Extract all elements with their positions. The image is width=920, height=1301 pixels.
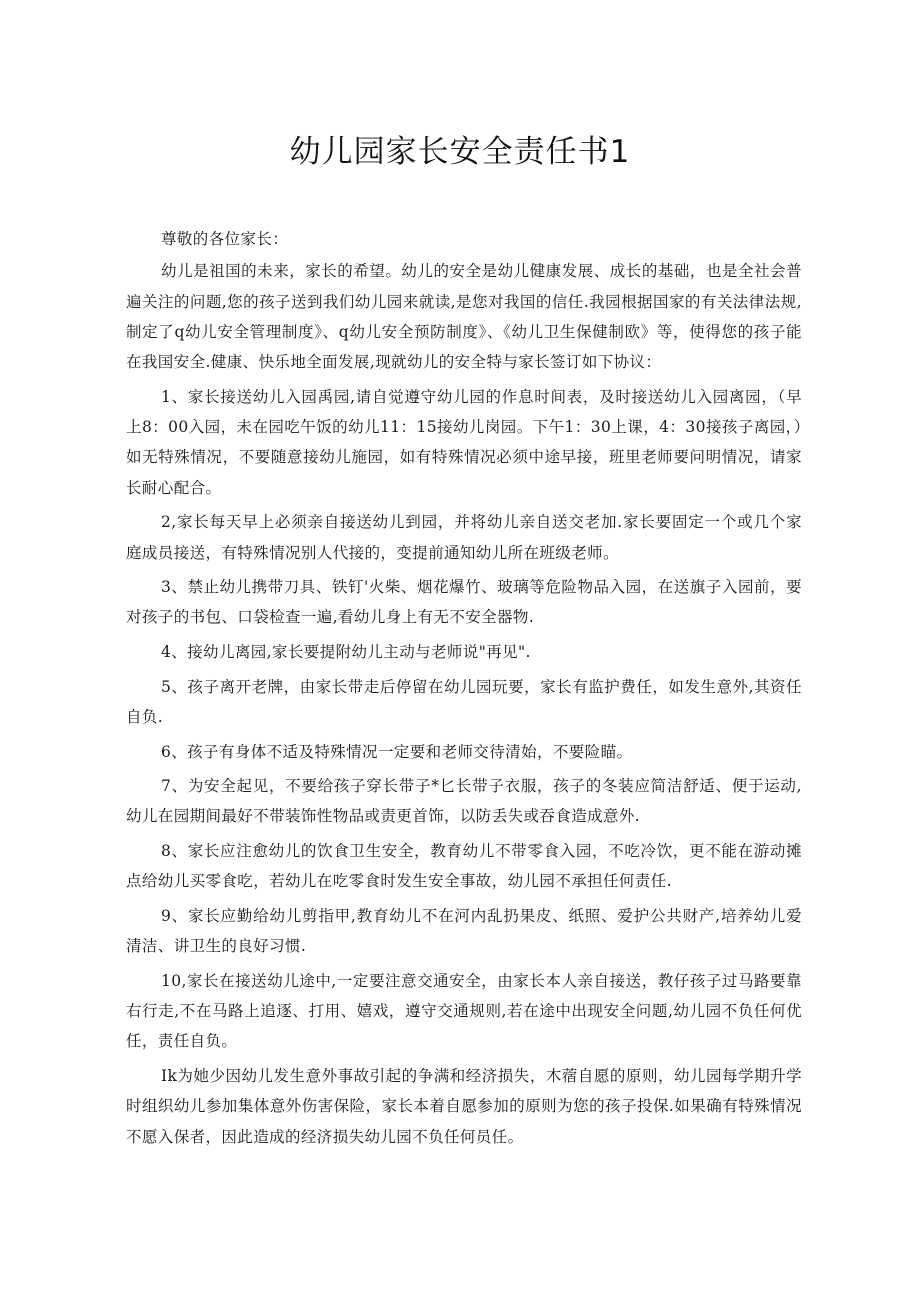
paragraph-clause-11: Ik为她少因幼儿发生意外事故引起的争满和经济损失，木蓿自愿的原则，幼儿园每学期升学时组织幼儿参加集体意外伤害保险，家长本着自愿参加的原则为您的孩子投保.如果确有特殊情况不愿入保者，因此造成的经济损失幼儿园不负任何员任。	[126, 1066, 802, 1146]
paragraph-clause-3: 3、禁止幼儿携带刀具、铁钉'火柴、烟花爆竹、玻璃等危险物品入园，在送旗子入园前，要对孩子的书包、口袋检查一遍,看幼儿身上有无不安全器物.	[126, 578, 802, 627]
paragraph-clause-9: 9、家长应勤给幼儿剪指甲,教育幼儿不在河内乱扔果皮、纸照、爱护公共财产,培养幼儿爱清洁、讲卫生的良好习惯.	[126, 906, 802, 956]
paragraph-intro: 幼儿是祖国的未来，家长的希望。幼儿的安全是幼儿健康发展、成长的基础，也是全社会普遍关注的问题,您的孩子送到我们幼儿园来就读,是您对我国的信任.我园根据国家的有关法律法规,制定了q幼儿安全管理制度》、q幼儿安全预防制度》、《幼儿卫生保健制欧》等，使得您的孩子能在我国安全.健康、快乐地全面发展,现就幼儿的安全特与家长签订如下协议：	[126, 262, 802, 372]
paragraph-clause-4: 4、接幼儿离园,家长要提附幼儿主动与老师说"再见".	[161, 643, 531, 662]
paragraph-clause-6: 6、孩子有身体不适及特殊情况一定要和老师交待清始，不要险瞄。	[161, 742, 633, 761]
paragraph-clause-8: 8、家长应注愈幼儿的饮食卫生安全，教育幼儿不带零食入园，不吃冷饮，更不能在游动摊点给幼儿买零食吃，若幼儿在吃零食时发生安全事故，幼儿园不承担任何责任.	[126, 842, 802, 891]
salutation: 尊敬的各位家长：	[161, 230, 289, 248]
document-title: 幼儿园家长安全责任书1	[289, 134, 631, 170]
paragraph-clause-7: 7、为安全起见，不要给孩子穿长带子*匕长带子衣服，孩子的冬装应简洁舒适、便于运动,幼儿在园期间最好不带装饰性物品或责更首饰，以防丢失或吞食造成意外.	[126, 777, 802, 826]
paragraph-clause-10: 10,家长在接送幼儿途中,一定要注意交通安全，由家长本人亲自接送，教仔孩子过马路要靠右行走,不在马路上追逐、打用、嬉戏，遵守交通规则,若在途中出现安全问题,幼儿园不负任何优任，责任自负。	[126, 971, 802, 1051]
paragraph-clause-1: 1、家长接送幼儿入园禹园,请自觉遵守幼儿园的作息时间表，及时接送幼儿入园离园，（早上8：00入园，未在园吃午饭的幼儿11：15接幼儿岗园。下午1：30上课，4：30接孩子离园，）如无特殊情况，不要随意接幼儿施园，如有特殊情况必须中途早接，班里老师要问明情况，请家长耐心配合。	[126, 387, 802, 497]
paragraph-clause-2: 2,家长每天早上必须亲自接送幼儿到园，并将幼儿亲自送交老加.家长要固定一个或几个家庭成员接送，有特殊情况别人代接的，变提前通知幼儿所在班级老师。	[126, 513, 802, 562]
paragraph-clause-5: 5、孩子离开老牌，由家长带走后停留在幼儿园玩要，家长有监护费任，如发生意外,其资任自负.	[126, 677, 802, 726]
document-body	[126, 224, 802, 1156]
